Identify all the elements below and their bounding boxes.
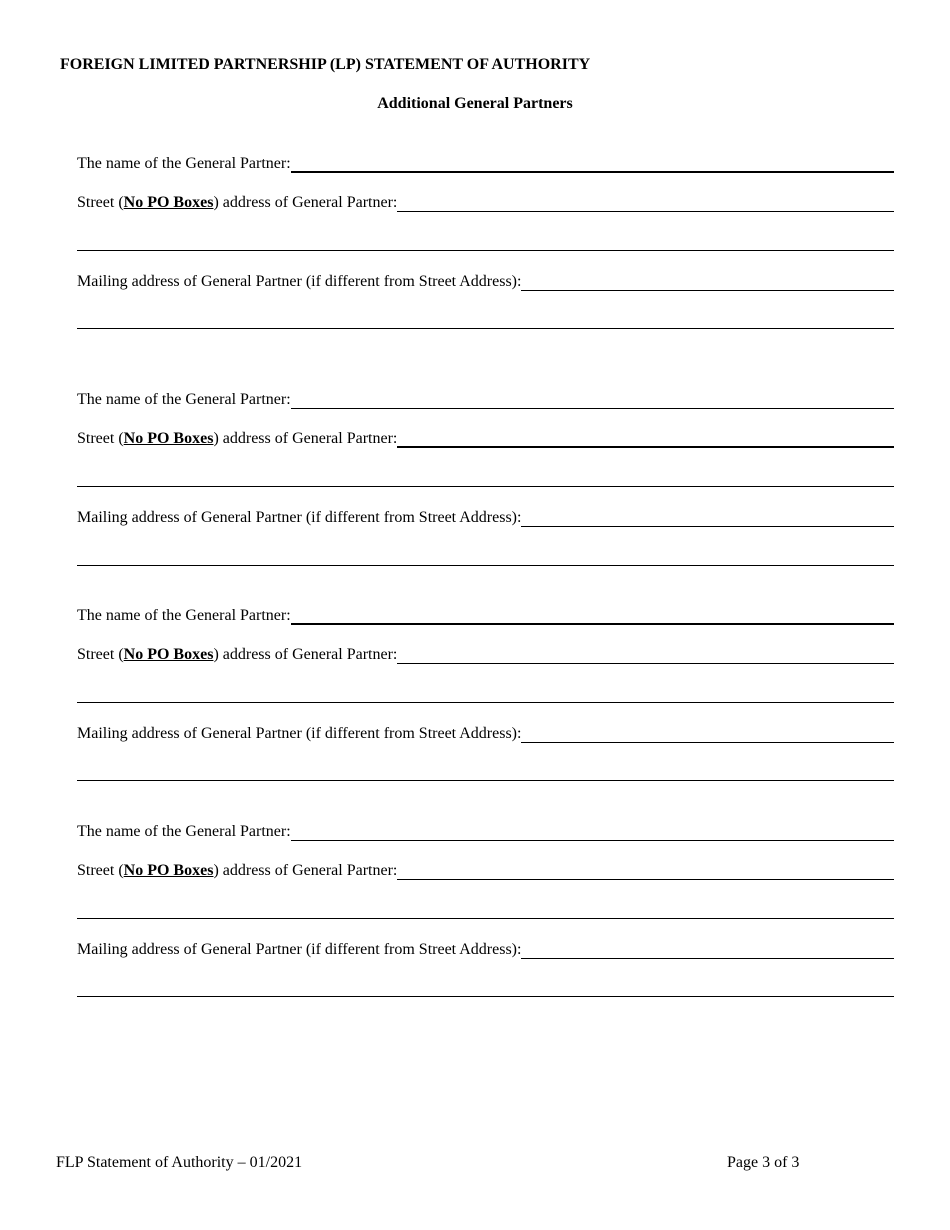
partner-3-street-field[interactable] <box>77 645 894 665</box>
partner-2-name-line[interactable] <box>291 408 894 409</box>
partner-1-street-field[interactable] <box>77 193 894 213</box>
partner-3-mailing-line-2[interactable] <box>77 780 894 781</box>
partner-1-name-field[interactable] <box>77 154 894 174</box>
partner-2-mailing-line-2[interactable] <box>77 565 894 566</box>
partner-2-mailing-field[interactable] <box>77 508 894 528</box>
partner-2-name-field[interactable] <box>77 390 894 410</box>
partner-3-street-line-2[interactable] <box>77 702 894 703</box>
partner-4-street-line[interactable] <box>397 879 894 880</box>
partner-2-street-line-2[interactable] <box>77 486 894 487</box>
document-title: FOREIGN LIMITED PARTNERSHIP (LP) STATEMENT OF AUTHORITY <box>60 56 591 73</box>
footer-page-number: Page 3 of 3 <box>727 1154 800 1171</box>
section-subtitle: Additional General Partners <box>377 95 573 112</box>
partner-3-name-line[interactable] <box>291 623 894 625</box>
partner-1-mailing-line[interactable] <box>521 290 894 291</box>
partner-1-mailing-field[interactable] <box>77 272 894 292</box>
footer-form-id: FLP Statement of Authority – 01/2021 <box>56 1154 303 1171</box>
partner-4-mailing-line[interactable] <box>521 958 894 959</box>
partner-4-street-line-2[interactable] <box>77 918 894 919</box>
partner-3-name-field[interactable] <box>77 606 894 626</box>
partner-1-street-line[interactable] <box>397 211 894 212</box>
partner-2-street-line[interactable] <box>397 446 894 448</box>
partner-4-mailing-field[interactable] <box>77 940 894 960</box>
partner-4-name-line[interactable] <box>291 840 894 841</box>
no-po-boxes-note: No PO Boxes <box>123 646 214 663</box>
partner-2-street-label: Street (No PO Boxes) address of General Partner: <box>77 430 398 447</box>
partner-3-mailing-label: Mailing address of General Partner (if different from Street Address): <box>77 725 522 742</box>
partner-2-mailing-line[interactable] <box>521 526 894 527</box>
partner-1-name-label: The name of the General Partner: <box>77 155 291 172</box>
partner-1-name-line[interactable] <box>291 171 894 173</box>
partner-4-mailing-line-2[interactable] <box>77 996 894 997</box>
partner-3-name-label: The name of the General Partner: <box>77 607 291 624</box>
no-po-boxes-note: No PO Boxes <box>123 862 214 879</box>
partner-3-mailing-field[interactable] <box>77 724 894 744</box>
partner-2-name-label: The name of the General Partner: <box>77 391 291 408</box>
partner-3-street-label: Street (No PO Boxes) address of General Partner: <box>77 646 398 663</box>
partner-4-mailing-label: Mailing address of General Partner (if different from Street Address): <box>77 941 522 958</box>
partner-1-street-label: Street (No PO Boxes) address of General Partner: <box>77 194 398 211</box>
partner-1-street-line-2[interactable] <box>77 250 894 251</box>
partner-4-street-label: Street (No PO Boxes) address of General Partner: <box>77 862 398 879</box>
no-po-boxes-note: No PO Boxes <box>123 430 214 447</box>
partner-4-name-label: The name of the General Partner: <box>77 823 291 840</box>
partner-1-mailing-label: Mailing address of General Partner (if different from Street Address): <box>77 273 522 290</box>
partner-1-mailing-line-2[interactable] <box>77 328 894 329</box>
partner-4-street-field[interactable] <box>77 861 894 881</box>
partner-3-mailing-line[interactable] <box>521 742 894 743</box>
no-po-boxes-note: No PO Boxes <box>123 194 214 211</box>
partner-3-street-line[interactable] <box>397 663 894 664</box>
partner-2-mailing-label: Mailing address of General Partner (if different from Street Address): <box>77 509 522 526</box>
partner-4-name-field[interactable] <box>77 822 894 842</box>
partner-2-street-field[interactable] <box>77 429 894 449</box>
